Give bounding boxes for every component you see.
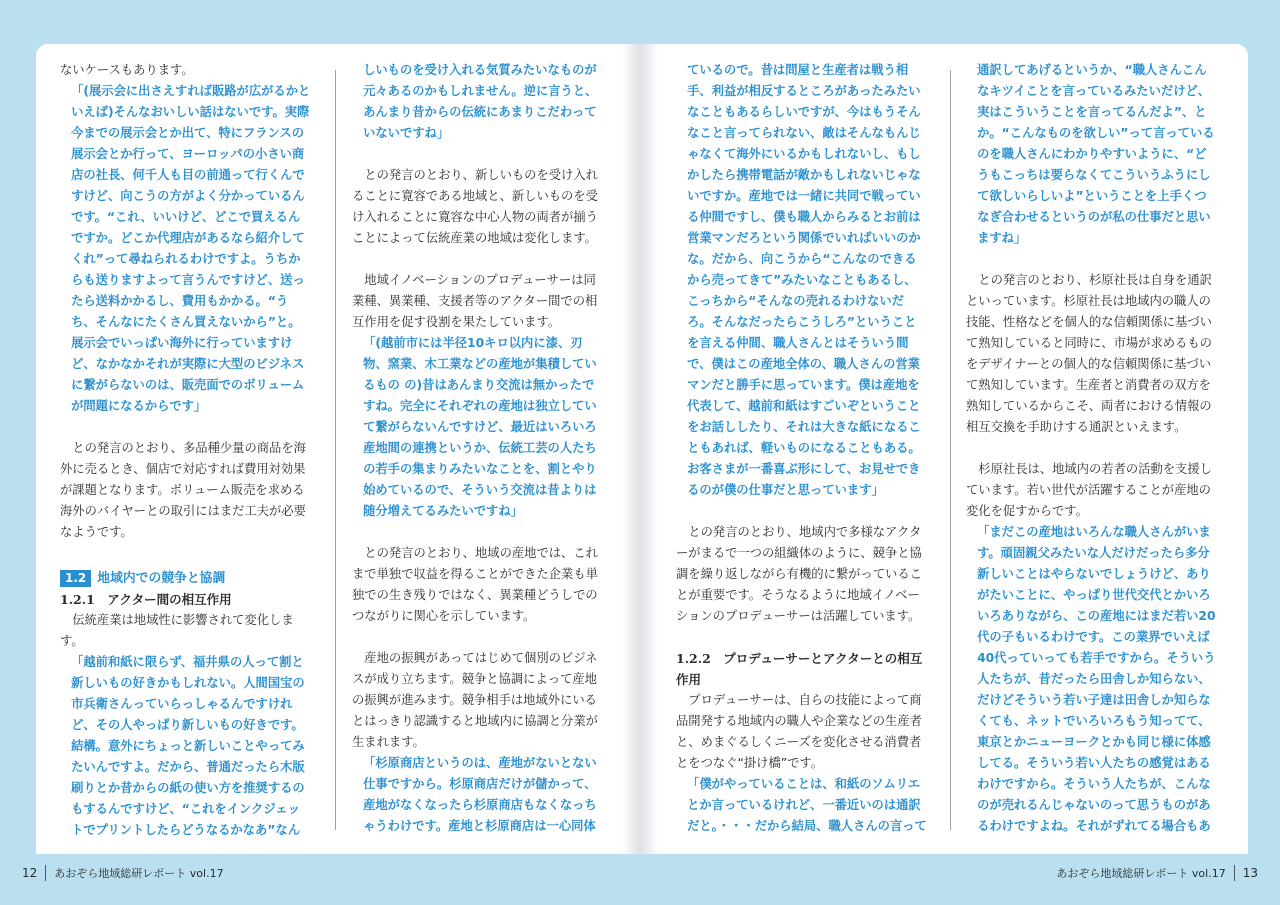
paragraph: との発言のとおり、杉原社長は自身を通訳といっています。杉原社長は地域内の職人の技能、性格などを個人的な信頼関係に基づいて熟知していると同時に、市場が求めるものをデザイナーとの個人的な信頼関係に基づいて熟知しています。生産者と消費者の双方を熟知しているからこそ、両者における情報の相互交換を手助けする通訳といえます。: [966, 273, 1212, 434]
column-divider: [335, 70, 336, 830]
quote-paragraph: 「僕がやっていることは、和紙のソムリエとか言っているけれど、一番近いのは通訳だと。・・・だから結局、職人さんの言って: [687, 777, 927, 833]
paragraph-gap: [352, 522, 604, 543]
paragraph-gap: [676, 627, 928, 648]
paragraph-gap: [966, 438, 1218, 459]
paragraph-gap: [352, 249, 604, 270]
paragraph: 産地の振興があってはじめて個別のビジネスが成り立ちます。競争と協調によって産地の振興が進みます。競争相手は地域外にいるとはっきり認識すると地域内に協調と分業が生まれます。: [352, 651, 598, 749]
quote-paragraph: しいものを受け入れる気質みたいなものが元々あるのかもしれません。逆に言うと、あんまり昔からの伝統にあまりこだわっていないですね」: [363, 63, 598, 140]
text-column-2: [352, 60, 604, 840]
paragraph: 地域イノベーションのプロデューサーは同業種、異業種、支援者等のアクター間での相互作用を促す役割を果たしています。: [352, 273, 598, 329]
quote-paragraph: 「越前和紙に限らず、福井県の人って割と新しいもの好きかもしれない。人間国宝の市兵衛さんっていらっしゃるんですけれど、その人やっぱり新しいもの好きです。結構。意外にちょっと新しいことやってみたいんですよ。だから、普通だったら木版刷りとか昔からの紙の使い方を推奨するのもするんですけど、“これをインクジェットでプリントしたらどうなるかなあ”なん: [71, 655, 305, 837]
paragraph: との発言のとおり、地域内で多様なアクターがまるで一つの組織体のように、競争と協調を繰り返しながら有機的に繋がっていることが重要です。そうなるように地域イノベーションのプロデューサーは活躍しています。: [676, 525, 922, 623]
quote-paragraph: 「まだこの産地はいろんな職人さんがいます。頑固親父みたいな人だけだったら多分新しいことはやらないでしょうけど、ありがたいことに、やっぱり世代交代とかいろいろありながら、この産地にはまだ若い20代の子もいるわけです。この業界でいえば40代っていっても若手ですから。そういう人たちが、昔だったら田舎しか知らない、だけどそういう若い子達は田舎しか知らなくても、ネットでいろいろもう知ってて、東京とかニューヨークとかも同じ様に体感してる。そういう若い人たちの感覚はあるわけですから。そういう人たちが、こんなのが売れるんじゃないのって思うものがあるわけですよね。それがずれてる場合もあ: [977, 525, 1216, 833]
text-column-3: [676, 60, 928, 840]
section-number: 1.2: [60, 570, 91, 587]
paragraph: 杉原社長は、地域内の若者の活動を支援しています。若い世代が活躍することが産地の変化を促すからです。: [966, 462, 1212, 518]
section-heading: [60, 568, 312, 589]
footer-right: [1048, 858, 1266, 888]
page-number-left: 12: [22, 866, 38, 880]
paragraph-gap: [966, 249, 1218, 270]
text-column-1: [60, 60, 312, 840]
quote-paragraph: ているので。昔は問屋と生産者は戦う相手、利益が相反するところがあったみたいなこともあるらしいですが、今はもうそんなこと言ってられない、敵はそんなもんじゃなくて海外にいるかもしれないし、もしかしたら携帯電話が敵かもしれないじゃないですか。産地では一緒に共同で戦っている仲間ですし、僕も職人からみるとお前は営業マンだろという関係でいればいいのかな。だから、向こうから“こんなのできるから売ってきて”みたいなこともあるし、こっちから“そんなの売れるわけないだろ。そんなだったらこうしろ”ということを言える仲間、職人さんとはそういう間で、僕はこの産地全体の、職人さんの営業マンだと勝手に思っています。僕は産地を代表して、越前和紙はすごいぞということをお話ししたり、それは大きな紙になることもあれば、軽いものになることもある。お客さまが一番喜ぶ形にして、お見せできるのが僕の仕事だと思っています」: [687, 63, 921, 497]
running-title-left: あおぞら地域総研レポート vol.17: [54, 867, 224, 880]
paragraph: プロデューサーは、自らの技能によって商品開発する地域内の職人や企業などの生産者と、めまぐるしくニーズを変化させる消費者とをつなぐ“掛け橋”です。: [676, 693, 922, 770]
book-gutter: [622, 44, 658, 854]
text-column-4: [966, 60, 1218, 840]
subsection-heading: 1.2.1 アクター間の相互作用: [60, 592, 232, 607]
footer-left: [14, 858, 232, 888]
paragraph: との発言のとおり、多品種少量の商品を海外に売るとき、個店で対応すれば費用対効果が課題となります。ボリューム販売を求める海外のバイヤーとの取引にはまだ工夫が必要なようです。: [60, 441, 306, 539]
paragraph-gap: [60, 543, 312, 564]
paragraph-gap: [352, 627, 604, 648]
paragraph-gap: [60, 417, 312, 438]
paragraph-gap: [352, 144, 604, 165]
quote-paragraph: 「(展示会に出さえすれば販路が広がるかといえば)そんなおいしい話はないです。実際今までの展示会とか出て、特にフランスの展示会とか行って、ヨーロッパの小さい商店の社長、何千人も目の前通って行くんですけど、向こうの方がよく分かっているんです。“これ、いいけど、どこで買えるんですか。どこか代理店があるなら紹介してくれ”って尋ねられるわけですよ。うちからも送りますよって言うんですけど、送ったら送料かかるし、費用もかかる。“うち、そんなにたくさん買えないから”と。展示会でいっぱい海外に行っていますけど、なかなかそれが実際に大型のビジネスに繋がらないのは、販売面でのボリュームが問題になるからです」: [71, 84, 311, 413]
quote-paragraph: 「杉原商店というのは、産地がないとない仕事ですから。杉原商店だけが儲かって、産地がなくなったら杉原商店もなくなっちゃうわけです。産地と杉原商店は一心同体: [363, 756, 597, 833]
paragraph-gap: [676, 501, 928, 522]
quote-paragraph: 通訳してあげるというか、“職人さんこんなキツイことを言っているみたいだけど、実はこういうことを言ってるんだよ”、とか。“こんなものを欲しい”って言っているのを職人さんにわかりやすいように、“どうもこっちは要らなくてこういうふうにして欲しいらしいよ”ということを上手くつなぎ合わせるというのが私の仕事だと思いますね」: [977, 63, 1215, 245]
paragraph: ないケースもあります。: [60, 63, 194, 77]
page-number-right: 13: [1242, 866, 1258, 880]
column-divider: [950, 70, 951, 830]
quote-paragraph: 「(越前市には半径10キロ以内に漆、刃物、窯業、木工業などの産地が集積しているもの の)昔はあんまり交流は無かったですね。完全にそれぞれの産地は独立していて繋がらないんですけど、最近はいろいろ産地間の連携というか、伝統工芸の人たちの若手の集まりみたいなことを、割とやり始めているので、そういう交流は昔よりは随分増えてるみたいですね」: [363, 336, 597, 518]
running-title-right: あおぞら地域総研レポート vol.17: [1056, 867, 1226, 880]
subsection-heading: 1.2.2 プロデューサーとアクターとの相互作用: [676, 651, 923, 687]
paragraph: との発言のとおり、新しいものを受け入れることに寛容である地域と、新しいものを受け入れることに寛容な中心人物の両者が揃うことによって伝統産業の地域は変化します。: [352, 168, 598, 245]
section-title: 地域内での競争と協調: [97, 571, 226, 586]
paragraph: との発言のとおり、地域の産地では、これまで単独で収益を得ることができた企業も単独での生き残りではなく、異業種どうしでのつながりに関心を示しています。: [352, 546, 598, 623]
paragraph: 伝統産業は地域性に影響されて変化します。: [60, 613, 294, 648]
